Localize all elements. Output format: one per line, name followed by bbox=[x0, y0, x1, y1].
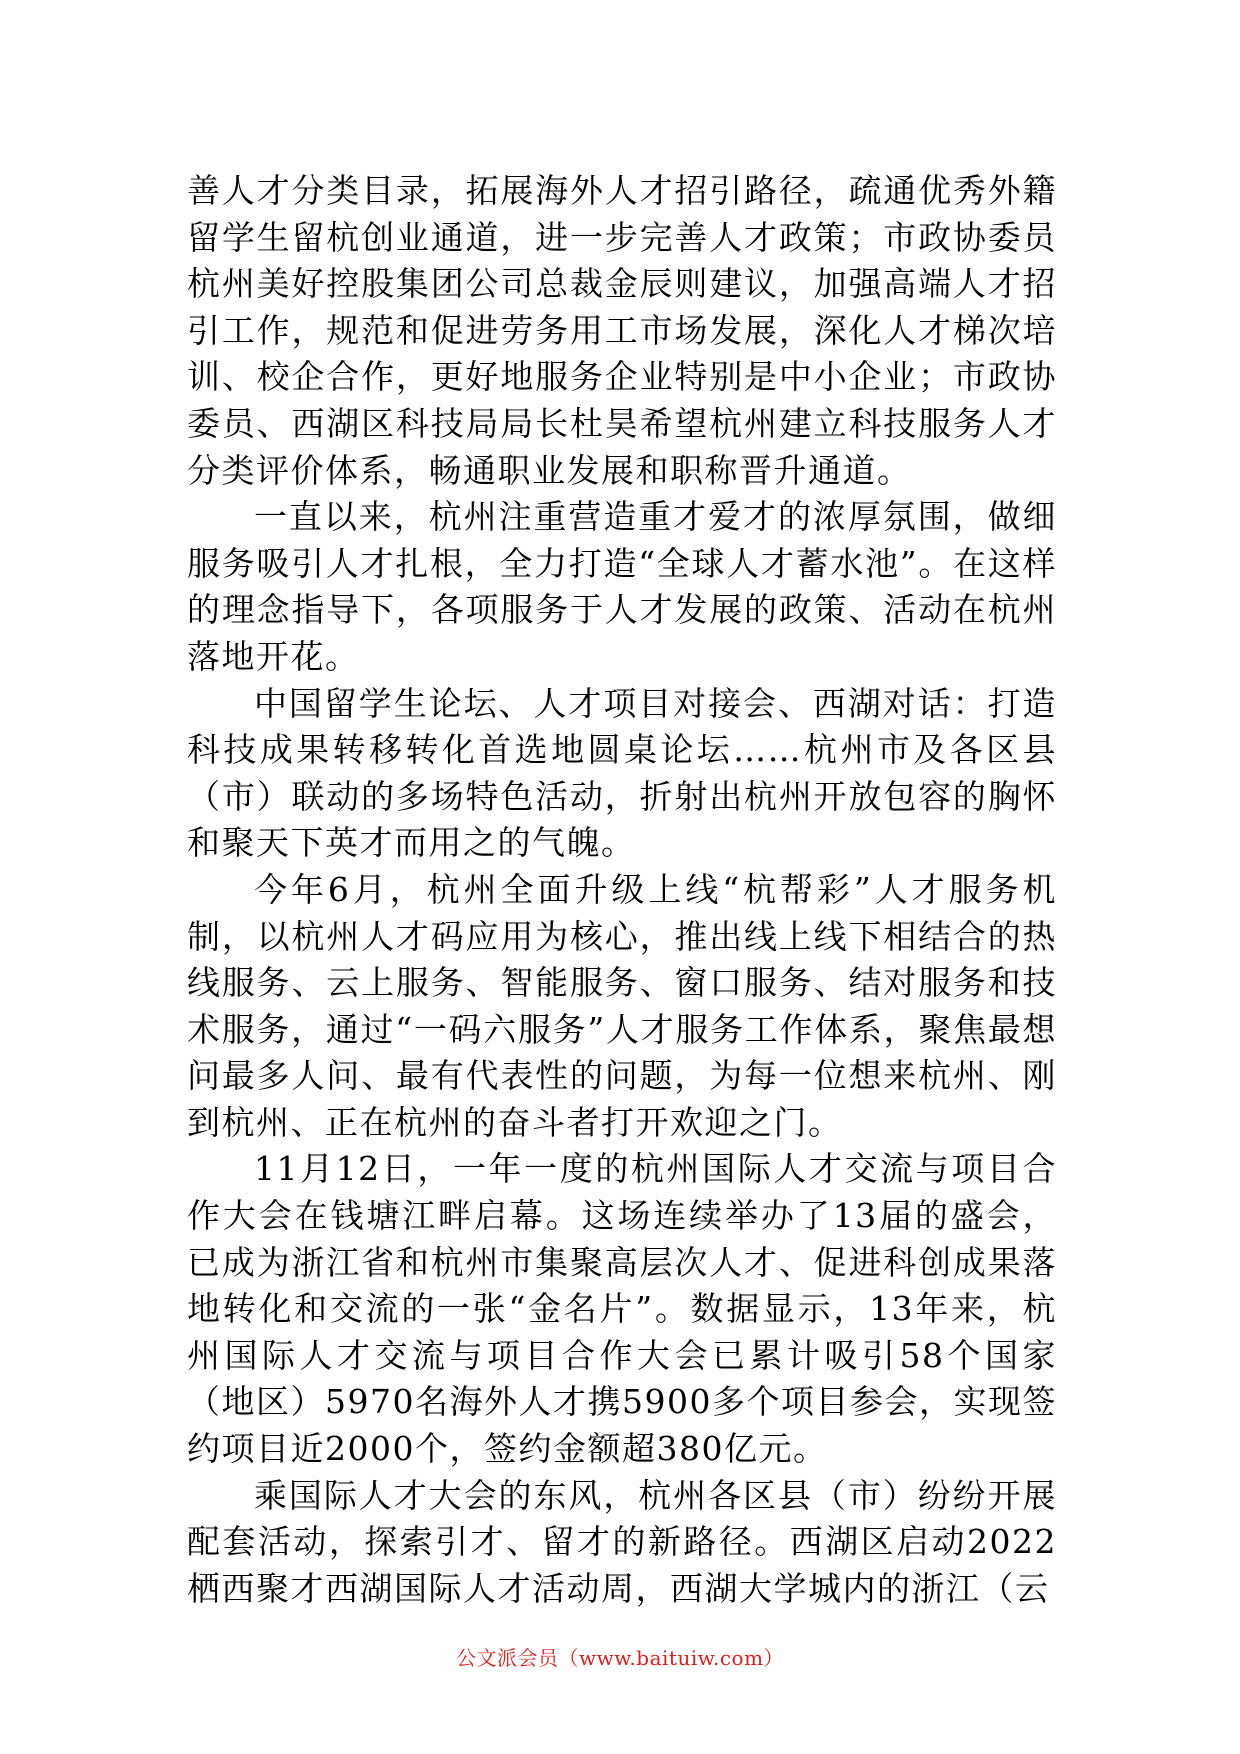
paragraph-2: 一直以来，杭州注重营造重才爱才的浓厚氛围，做细服务吸引人才扎根，全力打造“全球人才蓄水池”。在这样的理念指导下，各项服务于人才发展的政策、活动在杭州落地开花。 bbox=[187, 497, 1057, 676]
paragraph-4: 今年6月，杭州全面升级上线“杭帮彩”人才服务机制，以杭州人才码应用为核心，推出线上线下相结合的热线服务、云上服务、智能服务、窗口服务、结对服务和技术服务，通过“一码六服务”人才服务工作体系，聚焦最想问最多人问、最有代表性的问题，为每一位想来杭州、刚到杭州、正在杭州的奋斗者打开欢迎之门。 bbox=[187, 869, 1057, 1142]
body-text bbox=[187, 168, 1057, 1612]
paragraph-1: 善人才分类目录，拓展海外人才招引路径，疏通优秀外籍留学生留杭创业通道，进一步完善人才政策；市政协委员杭州美好控股集团公司总裁金辰则建议，加强高端人才招引工作，规范和促进劳务用工市场发展，深化人才梯次培训、校企合作，更好地服务企业特别是中小企业；市政协委员、西湖区科技局局长杜昊希望杭州建立科技服务人才分类评价体系，畅通职业发展和职称晋升通道。 bbox=[187, 171, 1057, 490]
paragraph-5: 11月12日，一年一度的杭州国际人才交流与项目合作大会在钱塘江畔启幕。这场连续举办了13届的盛会，已成为浙江省和杭州市集聚高层次人才、促进科创成果落地转化和交流的一张“金名片”。数据显示，13年来，杭州国际人才交流与项目合作大会已累计吸引58个国家（地区）5970名海外人才携5900多个项目参会，实现签约项目近2000个，签约金额超380亿元。 bbox=[187, 1149, 1057, 1469]
paragraph-6: 乘国际人才大会的东风，杭州各区县（市）纷纷开展配套活动，探索引才、留才的新路径。西湖区启动2022栖西聚才西湖国际人才活动周，西湖大学城内的浙江（云 bbox=[187, 1475, 1057, 1608]
footer-watermark: 公文派会员（www.baitui​w.com） bbox=[455, 1646, 785, 1670]
paragraph-3: 中国留学生论坛、人才项目对接会、西湖对话：打造科技成果转移转化首选地圆桌论坛……杭州市及各区县（市）联动的多场特色活动，折射出杭州开放包容的胸怀和聚天下英才而用之的气魄。 bbox=[187, 683, 1057, 863]
